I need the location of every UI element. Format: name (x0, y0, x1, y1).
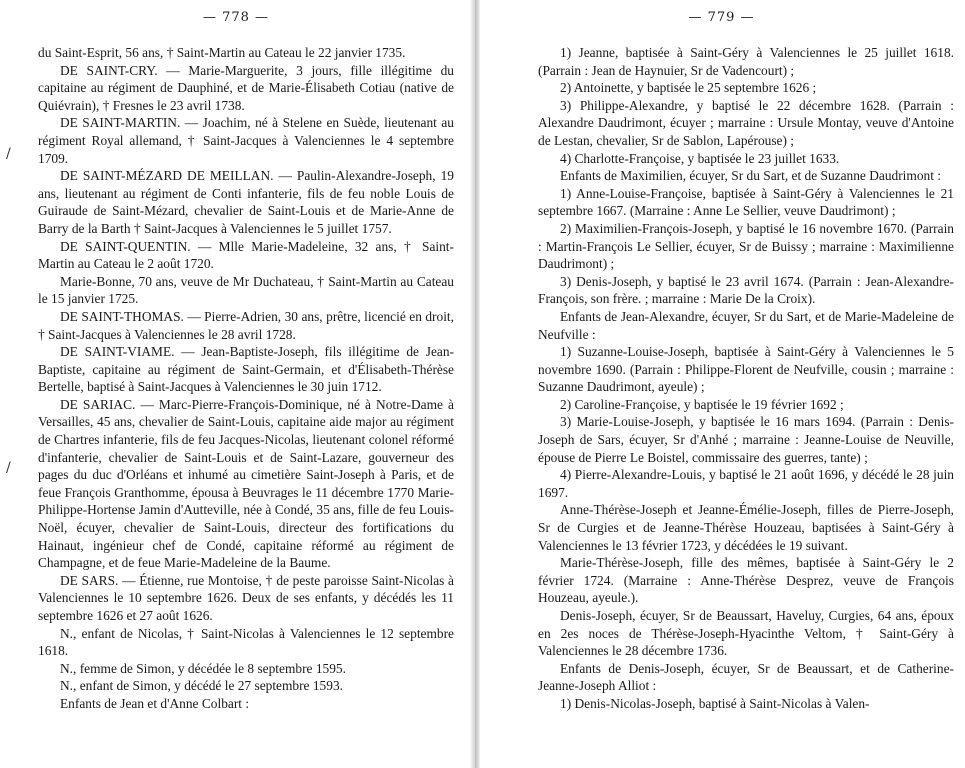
paragraph: Anne-Thérèse-Joseph et Jeanne-Émélie-Joseph, filles de Pierre-Joseph, Sr de Curgies et de Jeanne-Thérèse Houzeau, baptisées à Saint-Géry à Valenciennes le 13 février 1723, y décédées le 19 suivant. (538, 502, 954, 553)
left-page (0, 0, 472, 768)
paragraph: Enfants de Maximilien, écuyer, Sr du Sart, et de Suzanne Daudrimont : (560, 168, 941, 184)
paragraph: 2) Maximilien-François-Joseph, y baptisé le 16 novembre 1670. (Parrain : Martin-François Le Sellier, écuyer, Sr de Buissy ; marraine : Maximilienne Daudrimont) ; (538, 220, 954, 272)
paragraph: 2) Antoinette, y baptisée le 25 septembre 1626 ; (560, 80, 817, 96)
page-number-right: — 779 — (688, 10, 755, 25)
paragraph: 3) Denis-Joseph, y baptisé le 23 avril 1674. (Parrain : Jean-Alexandre-François, son frère. ; marraine : Marie De la Croix). (538, 273, 954, 307)
paragraph: DE SARIAC. — Marc-Pierre-François-Dominique, né à Notre-Dame à Versailles, 45 ans, chevalier de Saint-Louis, capitaine aide major au régiment de Chartres infanterie, fils de feu Jacques-Nicolas, lieutenant colonel réformé d'infanterie, chevalier de Saint-Louis et de Saint-Lazare, gouverneur des pages du duc d'Orléans et inhumé au cimetière Saint-Joseph à Paris, et de feue François Granthomme, épousa à Beuvrages le 11 décembre 1770 Marie-Philippe-Hortense Jamin d'Autteville, née à Condé, 35 ans, fille de feu Louis-Noël, écuyer, chevalier de Saint-Louis, directeur des fortifications du Hainaut, ingénieur chef de Condé, capitaine réformé au régiment de Champagne, et de feue Marie-Madeleine de la Baume. (38, 396, 454, 571)
paragraph: 4) Charlotte-Françoise, y baptisée le 23 juillet 1633. (560, 150, 840, 166)
paragraph: N., enfant de Nicolas, † Saint-Nicolas à Valenciennes le 12 septembre 1618. (38, 625, 454, 659)
paragraph: DE SAINT-VIAME. — Jean-Baptiste-Joseph, fils illégitime de Jean-Baptiste, capitaine au régiment de Saint-Germain, et d'Élisabeth-Thérèse Bertelle, baptisé à Saint-Jacques à Valenciennes le 30 juin 1712. (38, 344, 454, 395)
paragraph: DE SAINT-CRY. — Marie-Marguerite, 3 jours, fille illégitime du capitaine au régiment de Dauphiné, et de Marie-Élisabeth Cotiau (native de Quiévrain), † Fresnes le 23 avril 1738. (38, 62, 454, 113)
paragraph: DE SARS. — Étienne, rue Montoise, † de peste paroisse Saint-Nicolas à Valenciennes le 10 septembre 1626. Deux de ses enfants, y décédés les 11 septembre 1626 et 27 août 1626. (38, 572, 454, 623)
paragraph: DE SAINT-THOMAS. — Pierre-Adrien, 30 ans, prêtre, licencié en droit, † Saint-Jacques à Valenciennes le 28 avril 1728. (38, 308, 454, 342)
paragraph: du Saint-Esprit, 56 ans, † Saint-Martin au Cateau le 22 janvier 1735. (38, 45, 406, 60)
paragraph: 1) Jeanne, baptisée à Saint-Géry à Valenciennes le 25 juillet 1618. (Parrain : Jean de Haynuier, Sr de Vadencourt) ; (538, 45, 954, 78)
paragraph: Enfants de Jean-Alexandre, écuyer, Sr du Sart, et de Marie-Madeleine de Neufville : (538, 308, 954, 342)
paragraph: DE SAINT-QUENTIN. — Mlle Marie-Madeleine, 32 ans, † Saint-Martin au Cateau le 2 août 1720. (38, 238, 454, 272)
paragraph: Enfants de Jean et d'Anne Colbart : (60, 695, 250, 711)
right-page (478, 0, 965, 768)
paragraph: 3) Marie-Louise-Joseph, y baptisée le 16 mars 1694. (Parrain : Denis-Joseph de Sars, écuyer, Sr d'Anhé ; marraine : Jeanne-Louise de Neuville, épouse de Pierre Le Boistel, commissaire des guerres, tante) ; (538, 414, 954, 465)
left-page-text (38, 44, 454, 713)
paragraph: DE SAINT-MÉZARD DE MEILLAN. — Paulin-Alexandre-Joseph, 19 ans, lieutenant au régiment de Conti infanterie, fils de feu noble Louis de Guiraude de Saint-Mézard, chevalier de Saint-Louis et de Marie-Anne de Barry de la Barth † Saint-Jacques à Valenciennes le 5 juillet 1757. (38, 168, 454, 236)
right-page-text (538, 44, 954, 713)
margin-mark: / (6, 460, 11, 476)
paragraph: 2) Caroline-Françoise, y baptisée le 19 février 1692 ; (560, 396, 844, 412)
page-number-left: — 778 — (202, 10, 270, 25)
paragraph: N., femme de Simon, y décédée le 8 septembre 1595. (60, 660, 346, 676)
paragraph: DE SAINT-MARTIN. — Joachim, né à Stelene en Suède, lieutenant au régiment Royal allemand, † Saint-Jacques à Valenciennes le 4 septembre 1709. (38, 115, 454, 166)
paragraph: Marie-Thérèse-Joseph, fille des mêmes, baptisée à Saint-Géry le 2 février 1724. (Marraine : Anne-Thérèse Desprez, veuve de François Houzeau, ayeule.). (538, 555, 954, 606)
margin-mark: / (6, 146, 11, 162)
paragraph: Denis-Joseph, écuyer, Sr de Beaussart, Haveluy, Curgies, 64 ans, époux en 2es noces de Thérèse-Joseph-Hyacinthe Veltom, † Saint-Géry à Valenciennes le 28 décembre 1736. (538, 608, 954, 659)
paragraph: 1) Suzanne-Louise-Joseph, baptisée à Saint-Géry à Valenciennes le 5 novembre 1690. (Parrain : Philippe-Florent de Neufville, cousin ; marraine : Suzanne Daudrimont, ayeule) ; (538, 344, 954, 395)
paragraph: 1) Denis-Nicolas-Joseph, baptisé à Saint-Nicolas à Valen- (560, 695, 870, 711)
paragraph: Marie-Bonne, 70 ans, veuve de Mr Duchateau, † Saint-Martin au Cateau le 15 janvier 1725. (38, 273, 454, 307)
paragraph: N., enfant de Simon, y décédé le 27 septembre 1593. (60, 678, 343, 694)
paragraph: 4) Pierre-Alexandre-Louis, y baptisé le 21 août 1696, y décédé le 28 juin 1697. (538, 467, 954, 500)
paragraph: 3) Philippe-Alexandre, y baptisé le 22 décembre 1628. (Parrain : Alexandre Daudrimont, écuyer ; marraine : Ursule Montay, veuve d'Antoine de Lestan, chevalier, Sr de Sablon, Lapérouse) ; (538, 97, 954, 148)
paragraph: 1) Anne-Louise-Françoise, baptisée à Saint-Géry à Valenciennes le 21 septembre 1667. (Marraine : Anne Le Sellier, veuve Daudrimont) ; (538, 185, 954, 219)
paragraph: Enfants de Denis-Joseph, écuyer, Sr de Beaussart, et de Catherine-Jeanne-Joseph Alliot : (538, 660, 954, 694)
